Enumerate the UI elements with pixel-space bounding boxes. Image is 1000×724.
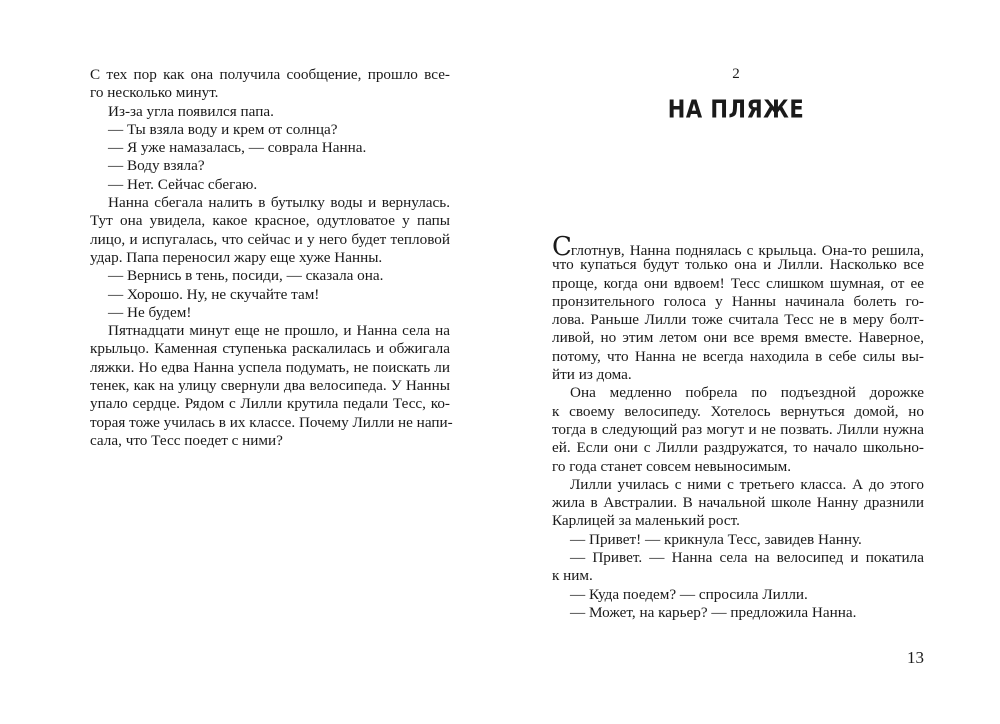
text-line: что купаться будут только она и Лилли. Насколько все [552, 256, 924, 274]
text-line: Из-за угла появился папа. [108, 102, 274, 120]
left-page-text [90, 66, 453, 450]
text-line: лова. Раньше Лилли тоже считала Тесс не в меру болт- [552, 311, 924, 329]
text-line: — Привет. — Нанна села на велосипед и покатила [570, 549, 924, 567]
text-line: Тут она увидела, какое красное, одутловатое у папы [90, 212, 450, 230]
text-line: жила в Австралии. В начальной школе Нанну дразнили [552, 494, 924, 512]
text-line: — Воду взяла? [108, 157, 205, 175]
text-line: крыльцо. Каменная ступенька раскалилась и обжигала [90, 340, 450, 358]
text-line: — Ты взяла воду и крем от солнца? [108, 120, 338, 138]
text-line: — Вернись в тень, посиди, — сказала она. [108, 267, 384, 285]
text-line: ливой, но этим летом они все время вместе. Наверное, [552, 329, 924, 347]
text-line: лицо, и испугалась, что сейчас и у него будет тепловой [90, 230, 450, 248]
text-line: — Не будем! [108, 303, 192, 321]
first-text-line [552, 232, 924, 262]
text-line: — Привет! — крикнула Тесс, завидев Нанну. [570, 530, 862, 548]
text-line: упало сердце. Рядом с Лилли крутила педали Тесс, ко- [90, 395, 450, 413]
chapter-number: 2 [732, 66, 740, 82]
text-line: Пятнадцати минут еще не прошло, и Нанна села на [108, 322, 450, 340]
page-number: 13 [907, 648, 924, 667]
text-line: Нанна сбегала налить в бутылку воды и вернулась. [108, 194, 450, 212]
text-line: Лилли училась с ними с третьего класса. А до этого [570, 475, 924, 493]
text-line: к своему велосипеду. Хотелось вернуться домой, но [552, 402, 924, 420]
text-line: го года станет совсем невыносимым. [552, 457, 792, 475]
text-line: — Куда поедем? — спросила Лилли. [570, 585, 808, 603]
text-line: ляжки. Но едва Нанна успела подумать, не поискать ли [90, 358, 450, 376]
text-line: ей. Если они с Лилли раздружатся, то начало школьно- [552, 439, 924, 457]
text-line: проще, когда они вдвоем! Тесс слишком шумная, от ее [552, 274, 924, 292]
text-line: сала, что Тесс поедет с ними? [90, 431, 283, 449]
first-line-text: глотнув, Нанна поднялась с крыльца. Она-то решила, [570, 242, 924, 259]
text-line: — Хорошо. Ну, не скучайте там! [108, 285, 320, 303]
text-line: торая тоже училась в их классе. Почему Лилли не напи- [90, 413, 453, 431]
text-line: к ним. [552, 567, 593, 585]
text-line: Карлицей за маленький рост. [552, 512, 740, 530]
drop-cap: С [552, 232, 571, 262]
text-line: тогда в следующий раз могут и не позвать. Лилли нужна [552, 420, 924, 438]
text-line: Она медленно побрела по подъездной дорожке [570, 384, 924, 402]
text-line: потому, что Нанна не всегда находила в себе силы вы- [552, 347, 924, 365]
text-line: го несколько минут. [90, 84, 219, 102]
text-line: удар. Папа переносил жару еще хуже Нанны. [90, 248, 383, 266]
right-page [500, 0, 1000, 724]
text-line: — Нет. Сейчас сбегаю. [108, 175, 258, 193]
text-line: тенек, как на улицу свернули два велосипеда. У Нанны [90, 377, 450, 395]
text-line: пронзительного голоса у Нанны начинала болеть го- [552, 292, 924, 310]
text-line: — Я уже намазалась, — соврала Нанна. [108, 139, 367, 157]
chapter-title: НА ПЛЯЖЕ [667, 94, 805, 124]
right-page-text [552, 232, 924, 622]
text-line: — Может, на карьер? — предложила Нанна. [570, 603, 857, 621]
text-line: С тех пор как она получила сообщение, прошло все- [90, 66, 450, 83]
text-line: йти из дома. [552, 366, 632, 384]
